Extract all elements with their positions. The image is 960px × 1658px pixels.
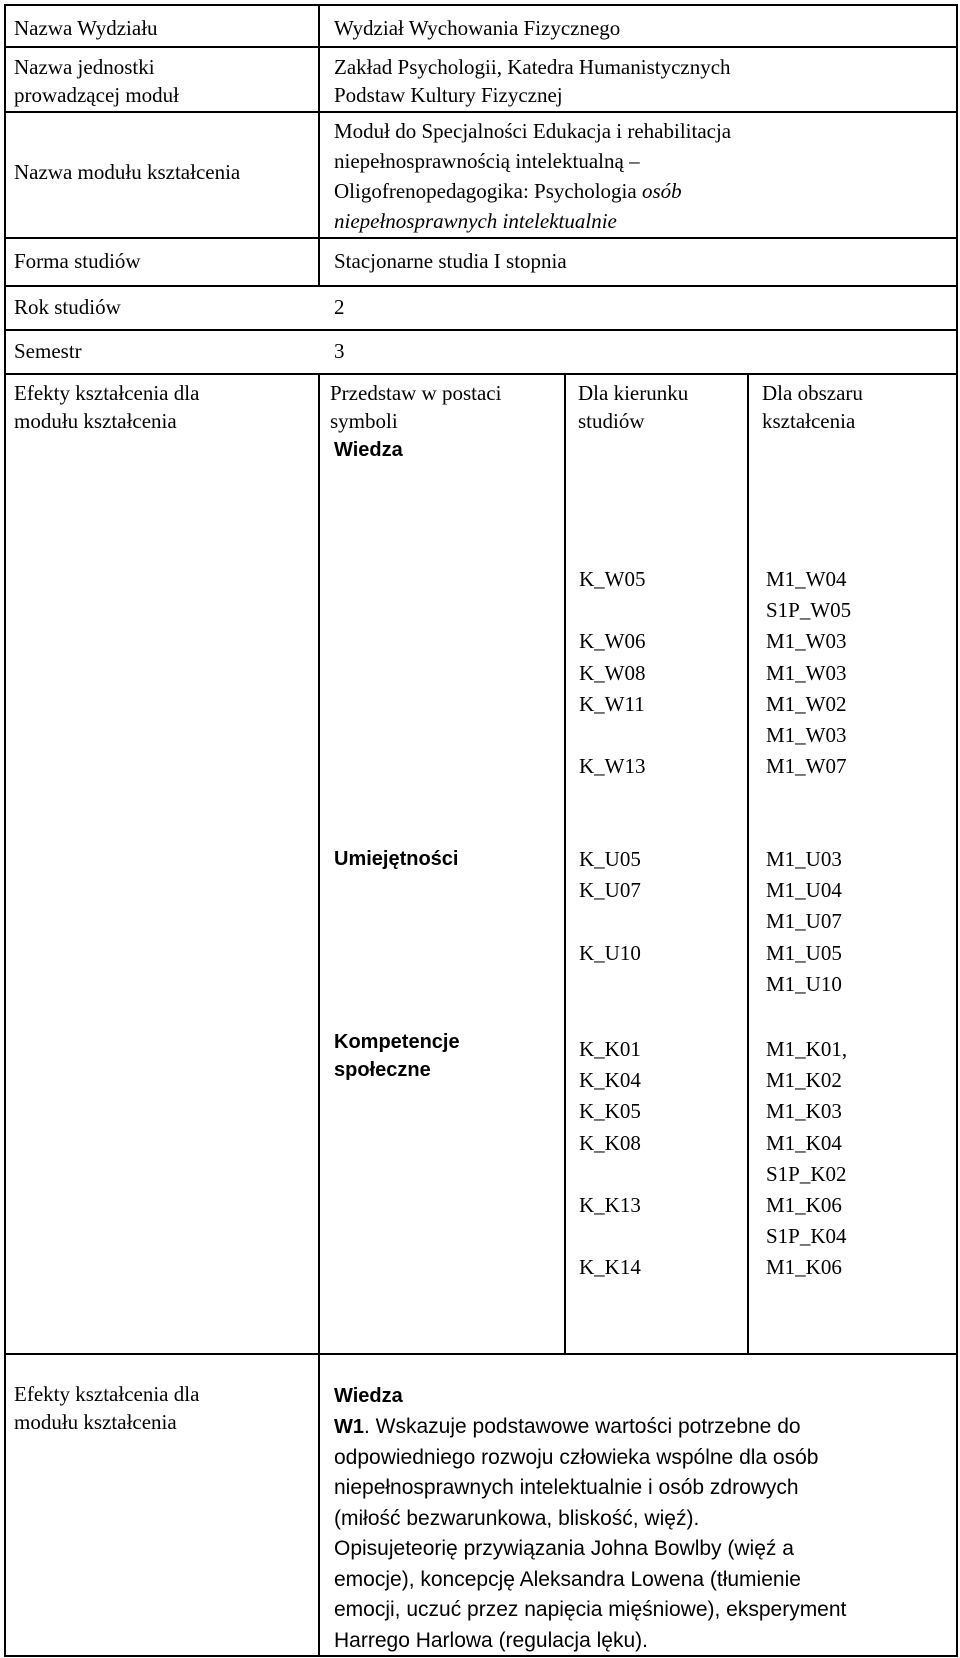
unit-label: Nazwa jednostki prowadzącej moduł [14,55,180,107]
knowledge-heading: Wiedza [334,439,403,461]
social-area-codes [766,1034,847,1284]
field-code: K_W05 [579,567,646,591]
field-code: K_K04 [579,1068,641,1093]
rule [4,46,958,48]
rule [4,1353,958,1355]
rule [318,373,320,1657]
area-code: M1_W03 [766,629,847,654]
knowledge-area-codes [766,564,851,782]
outcomes-description-label: Efekty kształcenia dla modułu kształcenia [14,1382,200,1434]
field-code: K_W08 [579,660,646,685]
field-code: K_U05 [579,847,641,871]
field-code: K_U10 [579,940,641,965]
field-column-header: Dla kierunku studiów [578,381,689,433]
rule [4,111,958,113]
area-code: M1_U10 [766,971,842,996]
study-year-value: 2 [334,295,345,319]
area-code: M1_U07 [766,909,842,934]
w1-label: W1 [334,1416,364,1438]
rule [747,373,749,1353]
rule [4,237,958,239]
area-code: S1P_W05 [766,598,852,623]
rule [564,373,566,1353]
area-code: M1_K04 [766,1130,842,1155]
rule [4,4,958,6]
study-form-value: Stacjonarne studia I stopnia [334,249,567,273]
area-code: M1_W07 [766,754,847,779]
area-code: M1_K01, [766,1037,848,1061]
area-code: M1_K06 [766,1255,842,1280]
area-code: S1P_K02 [766,1161,847,1186]
knowledge-field-codes [579,564,646,782]
area-code: M1_W03 [766,722,847,747]
area-code: M1_U03 [766,847,842,871]
rule [4,329,958,331]
field-code: K_W13 [579,754,646,779]
unit-value: Zakład Psychologii, Katedra Humanistycznych Podstaw Kultury Fizycznej [334,55,731,107]
study-form-label: Forma studiów [14,249,141,273]
skills-field-codes [579,844,641,969]
description-knowledge-heading: Wiedza [334,1385,403,1407]
social-heading: Kompetencje społeczne [334,1031,460,1081]
field-code: K_W11 [579,691,645,716]
skills-area-codes [766,844,842,1000]
field-code: K_W06 [579,629,646,654]
field-code: K_K13 [579,1192,641,1217]
area-code: M1_W03 [766,660,847,685]
skills-heading: Umiejętności [334,848,459,870]
social-field-codes [579,1034,641,1284]
area-code: M1_W02 [766,691,847,716]
module-card [4,4,960,1658]
symbols-column-header: Przedstaw w postaci symboli [330,381,502,433]
area-code: M1_U05 [766,940,842,965]
rule [4,373,958,375]
field-code: K_K08 [579,1130,641,1155]
area-code: S1P_K04 [766,1224,847,1249]
w1-description: W1. Wskazuje podstawowe wartości potrzebne do odpowiedniego rozwoju człowieka wspólne dla osób niepełnosprawnych intelektualnie i osób zdrowych (miłość bezwarunkowa, bliskość, więź). Opisujeteorię przywiązania Johna Bowlby (więź a emocje), koncepcję Aleksandra Lowena (tłumienie emocji, uczuć przez napięcia mięśniowe), eksperyment Harrego Harlowa (regulacja lęku). [334,1415,847,1652]
rule [4,285,958,287]
field-code: K_U07 [579,878,641,903]
area-code: M1_W04 [766,567,847,591]
outcomes-label: Efekty kształcenia dla modułu kształcenia [14,381,200,433]
field-code: K_K05 [579,1099,641,1124]
semester-value: 3 [334,339,345,363]
area-code: M1_U04 [766,878,842,903]
rule [956,4,958,1657]
rule [318,4,320,285]
field-code: K_K01 [579,1037,641,1061]
faculty-label: Nazwa Wydziału [14,16,158,40]
study-year-label: Rok studiów [14,295,121,319]
area-code: M1_K06 [766,1192,842,1217]
area-code: M1_K02 [766,1068,842,1093]
module-label: Nazwa modułu kształcenia [14,160,241,184]
area-code: M1_K03 [766,1099,842,1124]
area-column-header: Dla obszaru kształcenia [762,381,863,433]
semester-label: Semestr [14,339,82,363]
faculty-value: Wydział Wychowania Fizycznego [334,16,621,40]
module-value: Moduł do Specjalności Edukacja i rehabilitacja niepełnosprawnością intelektualną – Oligofrenopedagogika: Psychologia osób niepełnosprawnych intelektualnie [334,119,732,233]
rule [4,4,6,1657]
field-code: K_K14 [579,1255,641,1280]
